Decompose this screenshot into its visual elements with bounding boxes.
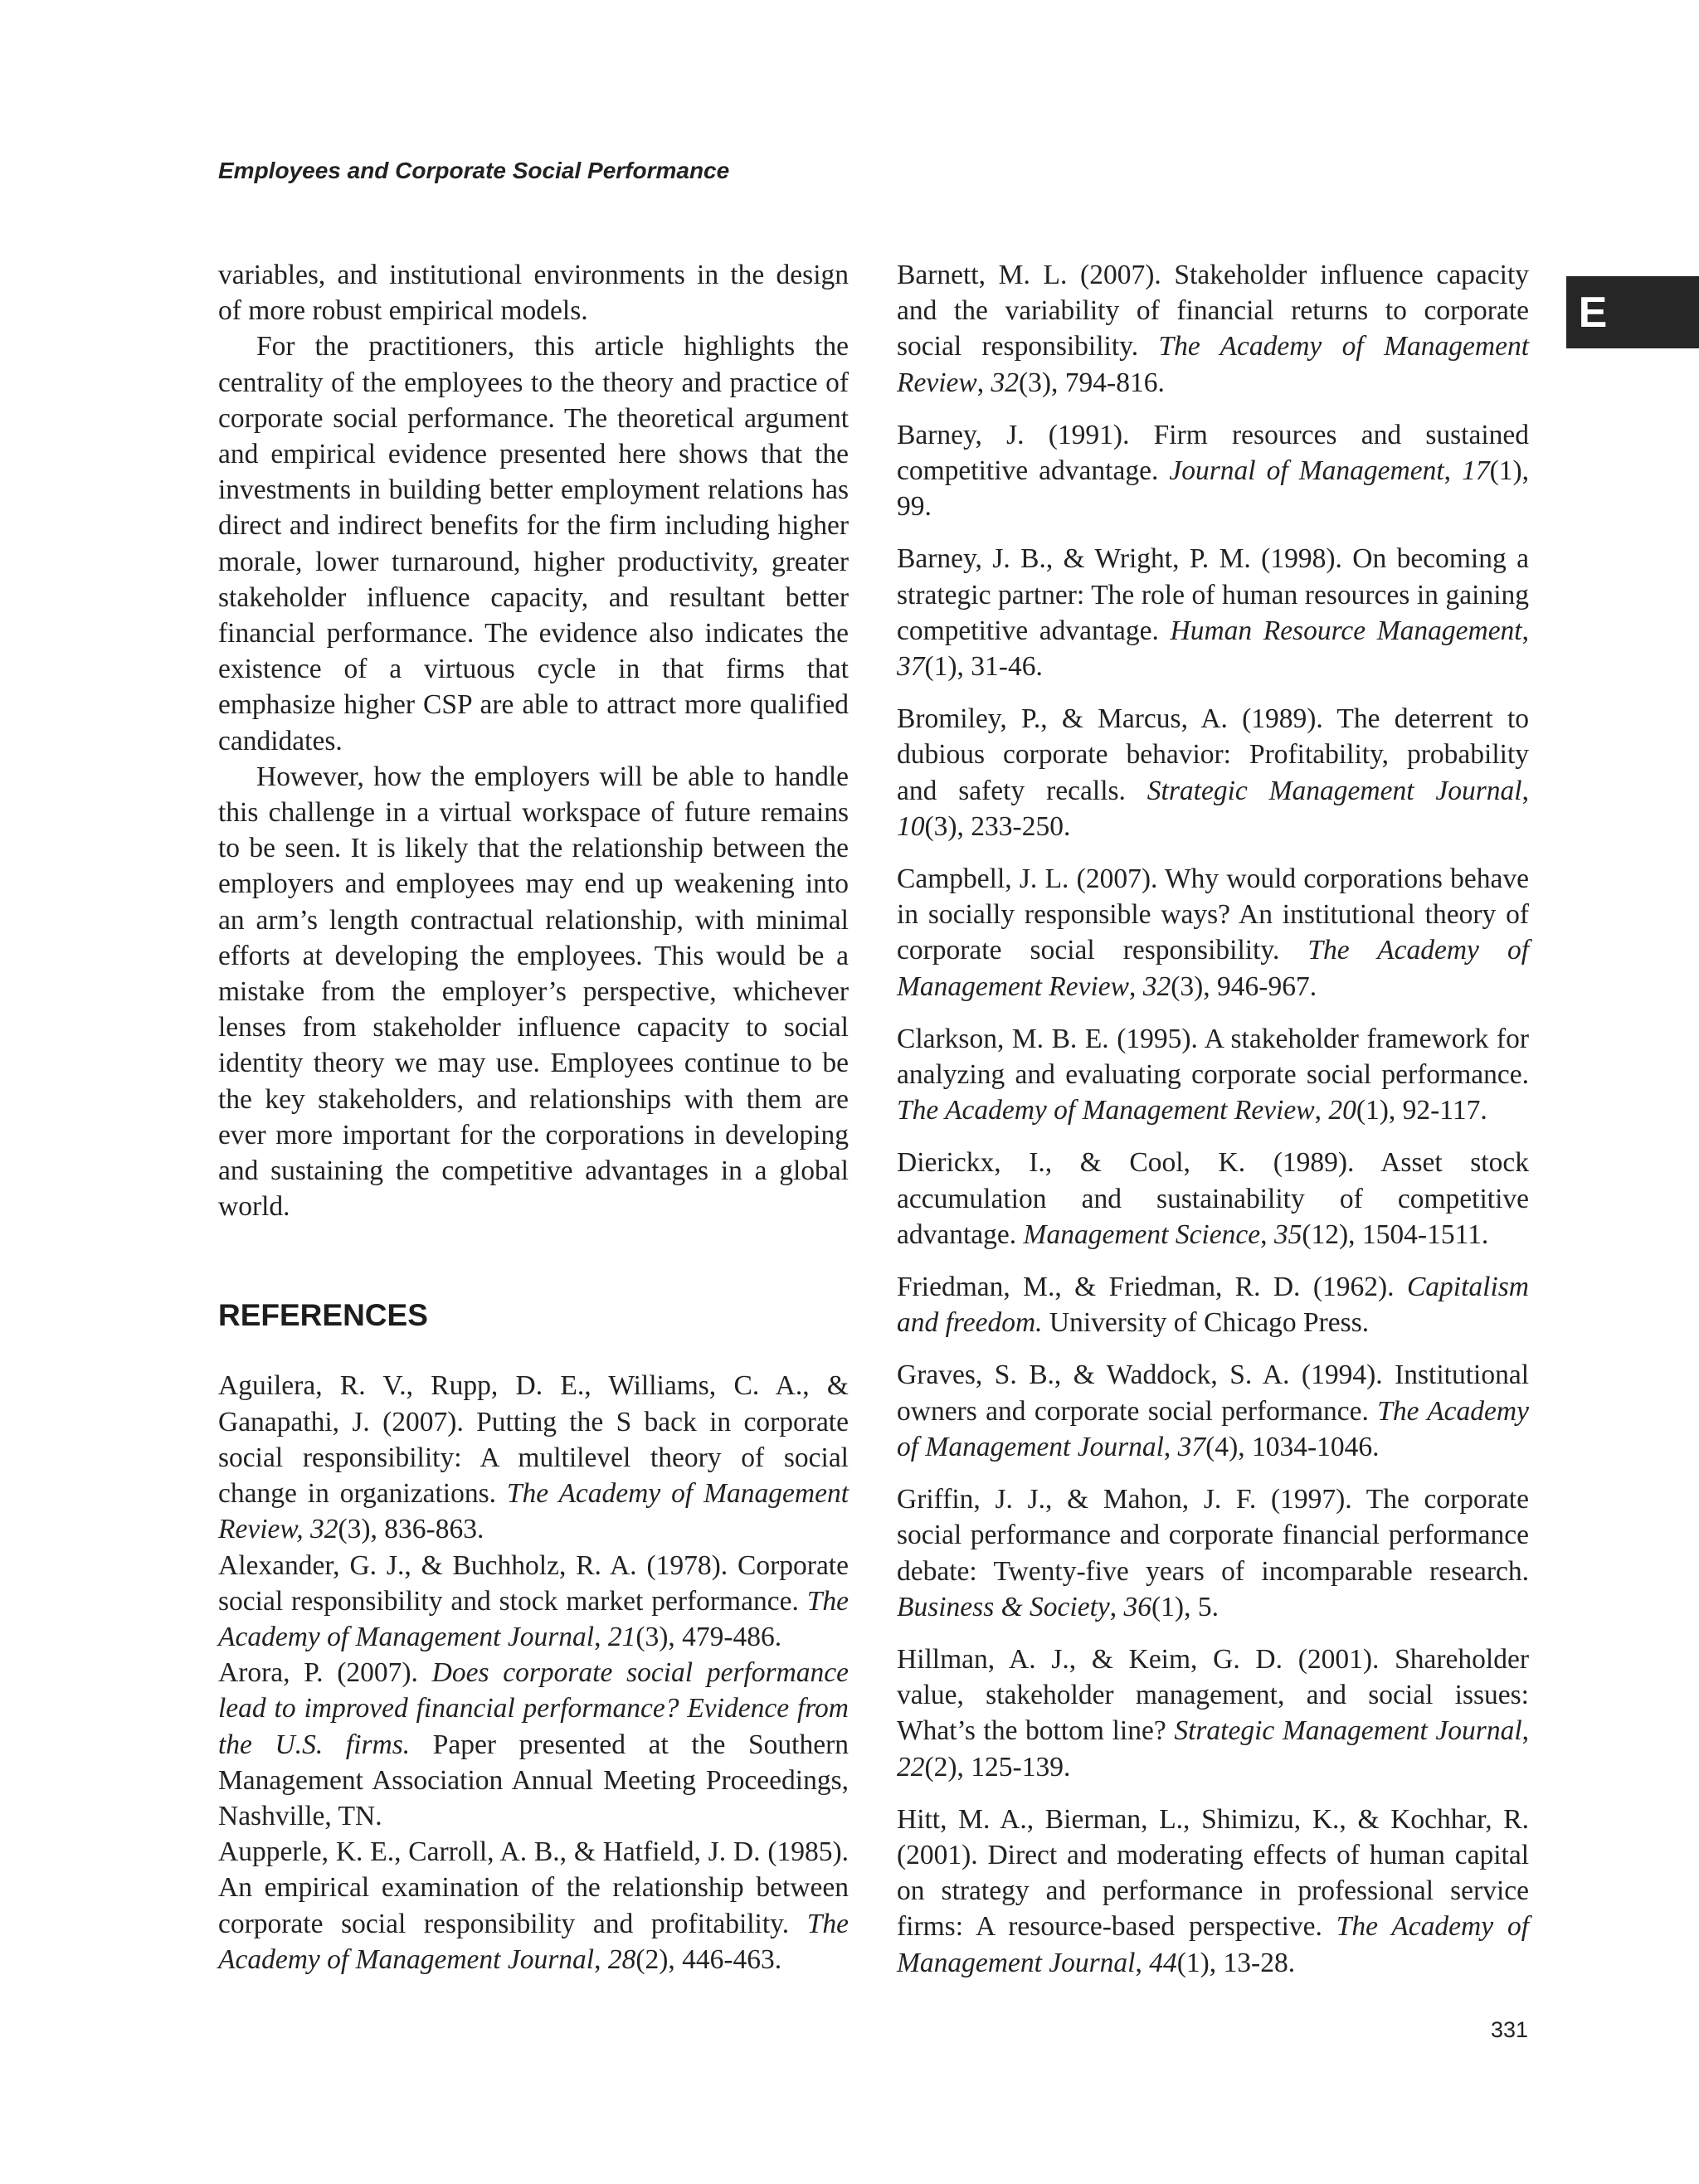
body-paragraph: However, how the employers will be able to handle this challenge in a virtual workspace of future remains to be seen. It is likely that the relationship between the employers and employees may end up weakening into an arm’s length contractual relationship, with minimal efforts at developing the employees. This would be a mistake from the employer’s perspective, whichever lenses from stakeholder influence capacity to social identity theory we may use. Employees continue to be the key stakeholders, and relationships with them are ever more important for the corporations in developing and sustaining the competitive advantages in a global world. [218, 761, 849, 1223]
reference-item: Clarkson, M. B. E. (1995). A stakeholder framework for analyzing and evaluating corporate social performance. The Academy of Management Review, 20(1), 92-117. [897, 1023, 1529, 1126]
section-tab-letter: E [1578, 288, 1608, 337]
reference-item: Hitt, M. A., Bierman, L., Shimizu, K., & Kochhar, R. (2001). Direct and moderating effects of human capital on strategy and performance in professional service firms: A resource-based perspective. The Academy of Management Journal, 44(1), 13-28. [897, 1803, 1530, 1978]
reference-item: Barnett, M. L. (2007). Stakeholder influence capacity and the variability of financial returns to corporate social responsibility. The Academy of Management Review, 32(3), 794-816. [897, 260, 1530, 398]
references-heading: REFERENCES [218, 1298, 428, 1333]
page-number: 331 [1490, 2017, 1528, 2042]
body-paragraph: For the practitioners, this article highlights the centrality of the employees to the theory and practice of corporate social performance. The theoretical argument and empirical evidence presented here shows that the investments in building better employment relations has direct and indirect benefits for the firm including higher morale, lower turnaround, higher productivity, greater stakeholder influence capacity, and resultant better financial performance. The evidence also indicates the existence of a virtuous cycle in that firms that emphasize higher CSP are able to attract more qualified candidates. [218, 331, 849, 756]
reference-item: Friedman, M., & Friedman, R. D. (1962). Capitalism and freedom. University of Chicago Press. [897, 1272, 1529, 1339]
reference-item: Barney, J. (1991). Firm resources and sustained competitive advantage. Journal of Management, 17(1), 99. [897, 419, 1529, 523]
right-column [897, 257, 1529, 1997]
reference-item: Alexander, G. J., & Buchholz, R. A. (1978). Corporate social responsibility and stock market performance. The Academy of Management Journal, 21(3), 479-486. [218, 1549, 849, 1652]
reference-item: Hillman, A. J., & Keim, G. D. (2001). Shareholder value, stakeholder management, and social issues: What’s the bottom line? Strategic Management Journal, 22(2), 125-139. [897, 1643, 1529, 1783]
reference-item: Campbell, J. L. (2007). Why would corporations behave in socially responsible ways? An institutional theory of corporate social responsibility. The Academy of Management Review, 32(3), 946-967. [897, 863, 1530, 1002]
left-column [218, 257, 849, 1977]
reference-item: Griffin, J. J., & Mahon, J. F. (1997). The corporate social performance and corporate financial performance debate: Twenty-five years of incomparable research. Business & Society, 36(1), 5. [897, 1484, 1529, 1622]
reference-item: Aupperle, K. E., Carroll, A. B., & Hatfield, J. D. (1985). An empirical examination of the relationship between corporate social responsibility and profitability. The Academy of Management Journal, 28(2), 446-463. [218, 1836, 849, 1975]
reference-item: Arora, P. (2007). Does corporate social performance lead to improved financial performance? Evidence from the U.S. firms. Paper presented at the Southern Management Association Annual Meeting Proceedings, Nashville, TN. [218, 1657, 849, 1831]
reference-item: Barney, J. B., & Wright, P. M. (1998). On becoming a strategic partner: The role of human resources in gaining competitive advantage. Human Resource Management, 37(1), 31-46. [897, 543, 1529, 683]
body-paragraph: variables, and institutional environments in the design of more robust empirical models. [218, 260, 849, 327]
reference-item: Bromiley, P., & Marcus, A. (1989). The deterrent to dubious corporate behavior: Profitability, probability and safety recalls. Strategic Management Journal, 10(3), 233-250. [897, 703, 1529, 842]
reference-item: Dierickx, I., & Cool, K. (1989). Asset stock accumulation and sustainability of competitive advantage. Management Science, 35(12), 1504-1511. [897, 1147, 1529, 1250]
reference-item: Graves, S. B., & Waddock, S. A. (1994). Institutional owners and corporate social performance. The Academy of Management Journal, 37(4), 1034-1046. [897, 1360, 1529, 1462]
reference-item: Aguilera, R. V., Rupp, D. E., Williams, C. A., & Ganapathi, J. (2007). Putting the S back in corporate social responsibility: A multilevel theory of social change in organizations. The Academy of Management Review, 32(3), 836-863. [218, 1370, 850, 1545]
running-header: Employees and Corporate Social Performance [218, 158, 730, 183]
